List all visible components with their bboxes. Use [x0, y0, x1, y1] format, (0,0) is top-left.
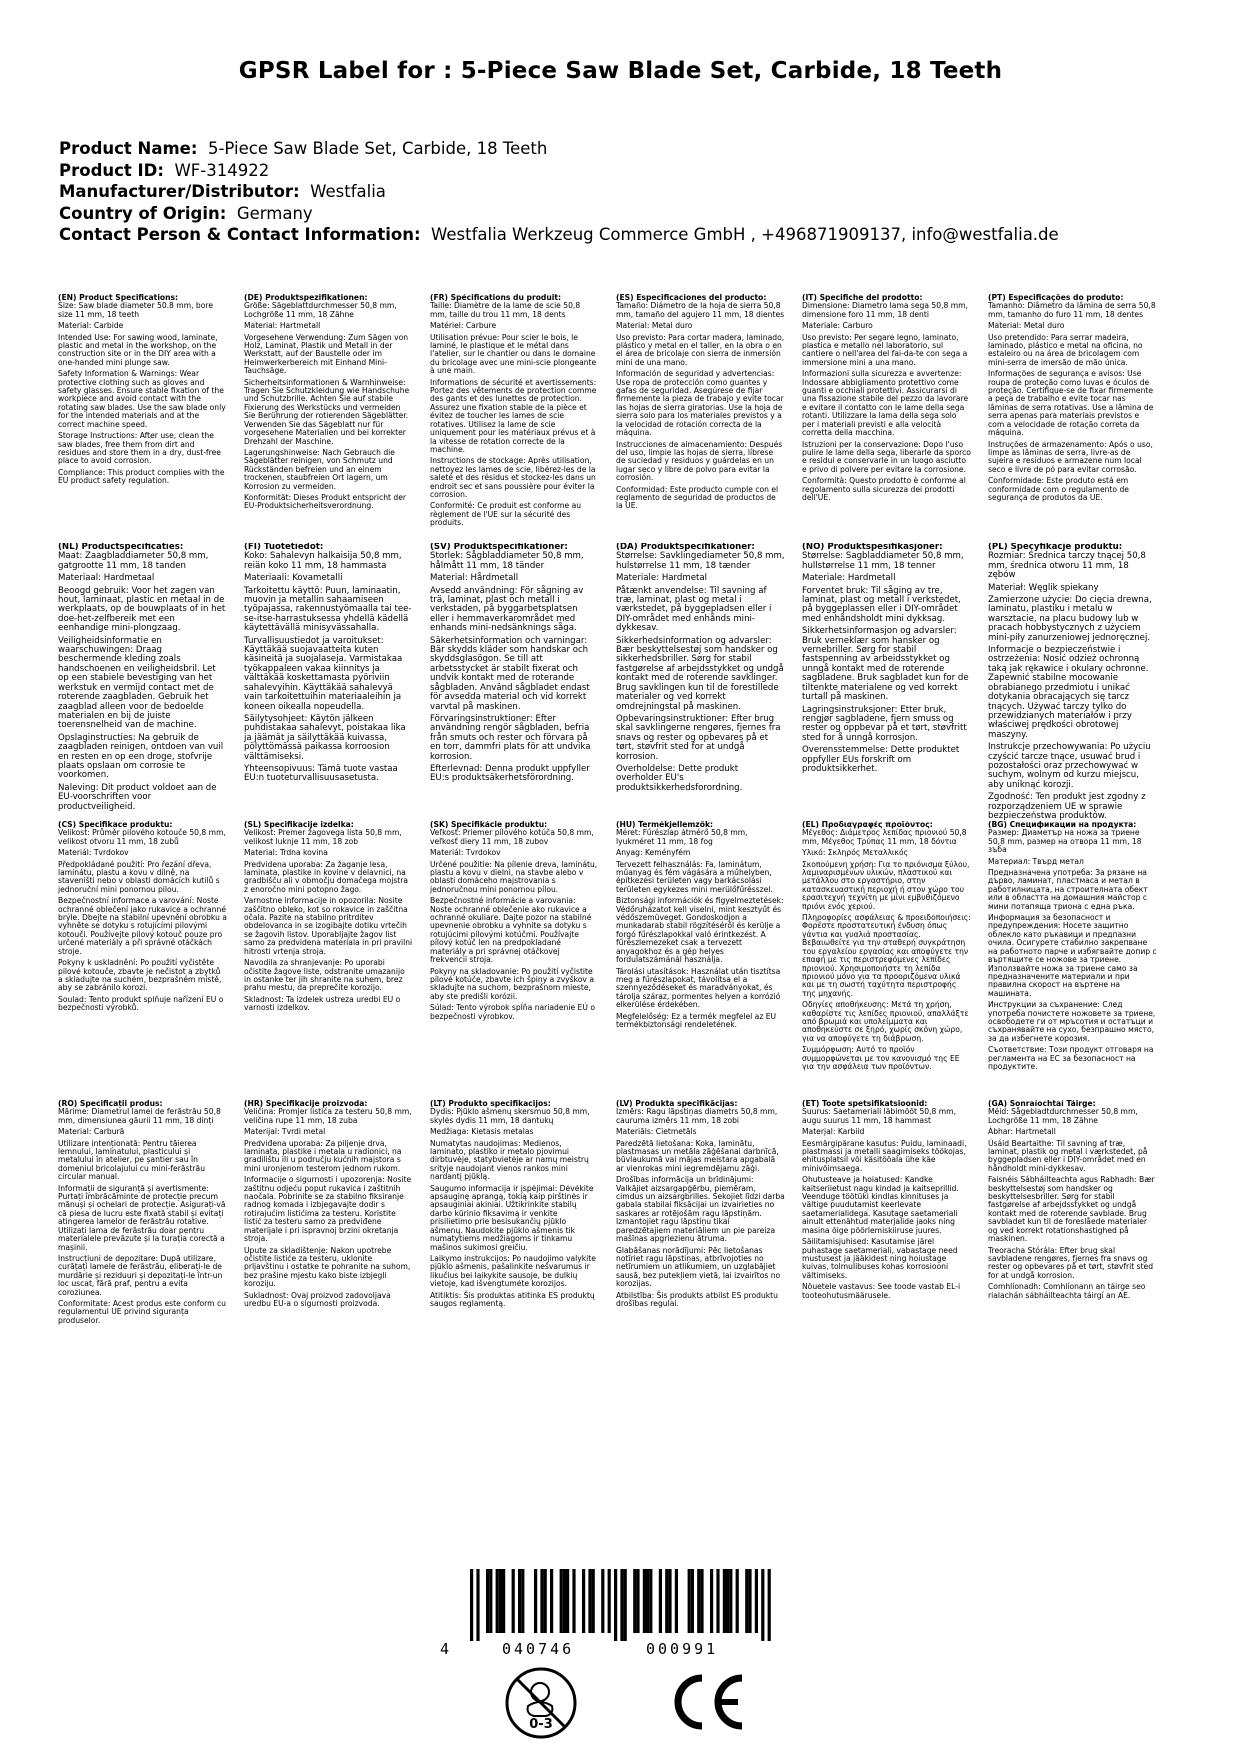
- language-heading: (NO) Produktspesifikasjoner:: [802, 543, 943, 552]
- language-heading: (DA) Produktspecifikationer:: [616, 543, 755, 552]
- ce-mark-icon: [666, 1670, 748, 1734]
- barcode-bar: [544, 1569, 547, 1633]
- barcode-bar: [646, 1569, 649, 1633]
- manufacturer-label: Manufacturer/Distributor:: [59, 182, 300, 201]
- spec-paragraph: Material: Metal duro: [616, 321, 693, 331]
- spec-paragraph: Upute za skladištenje: Nakon upotrebe očistite listiće za testeru, uklonite prljavštinu i ostatke te pohranite na suhom, bez prašine mjestu kako biste izbjegli koroziju.: [244, 1245, 411, 1289]
- barcode-bar: [761, 1569, 764, 1641]
- barcode-bar: [691, 1569, 694, 1633]
- spec-paragraph: Conformidade: Este produto está em conformidade com o regulamento de segurança de produtos da UE.: [988, 476, 1129, 502]
- spec-paragraph: Glabāšanas norādījumi: Pēc lietošanas notīriet ragu lāpstiņas, atbrīvojoties no netīrumiem un atlikumiem, un uzglabājiet sausā, bez putekļiem vietā, lai izvairītos no korozijas.: [616, 1245, 781, 1289]
- spec-paragraph: Biztonsági információk és figyelmeztetések: Védőruházatot kell viselni, mint kesztyűt és védőszemüveget. Gondoskodjon a munkadarab stabil rögzítéséről és kerülje a forgó fűrészlapokkal való érintkezést. A fűrészlemezeket csak a tervezett anyagokhoz és a gép helyes fordulatszámánál használja.: [616, 896, 784, 965]
- language-block: [988, 821, 1157, 1074]
- spec-paragraph: Материал: Твърд метал: [988, 856, 1084, 866]
- barcode-bar: [601, 1569, 604, 1633]
- spec-paragraph: Tervezett felhasználás: Fa, laminátum, műanyag és fém vágására a műhelyben, építkezési területen vagy barkácsolási területen egykezes mini merülőfűrésszel.: [616, 859, 773, 894]
- language-heading: (ES) Especificaciones del producto:: [616, 294, 767, 302]
- spec-paragraph: Efterlevnad: Denna produkt uppfyller EU:s produktsäkerhetsförordning.: [430, 763, 590, 784]
- language-heading: (RO) Specificații produs:: [58, 1100, 163, 1108]
- spec-paragraph: Sicherheitsinformationen & Warnhinweise: Tragen Sie Schutzkleidung wie Handschuhe und Schutzbrille. Achten Sie auf stabile Fixierung des Werkstücks und vermeiden Sie Berührung der rotierenden Sägeblätter. Verwenden Sie das Sägeblatt nur für vorgesehene Materialien und bei korrekter Drehzahl der Maschine.: [244, 377, 410, 446]
- spec-paragraph: Uso pretendido: Para serrar madeira, laminado, plástico e metal na oficina, no estaleiro ou na área de bricolagem com mini-serra de imersão de mão única.: [988, 332, 1143, 367]
- spec-paragraph: Intended Use: For sawing wood, laminate, plastic and metal in the workshop, on the construction site or in the DIY area with a one-handed mini plunge saw.: [58, 332, 218, 367]
- barcode-bar: [659, 1569, 662, 1633]
- spec-paragraph: Zamierzone użycie: Do cięcia drewna, laminatu, plastiku i metalu w warsztacie, na placu budowy lub w pracach hobbystycznych z użyciem mini-piły zanurzeniowej jednoręcznej.: [988, 595, 1152, 643]
- barcode-bar: [688, 1569, 691, 1633]
- spec-paragraph: Méid: Sågebladtdurchmesser 50,8 mm, Lochgröße 11 mm, 18 Zähne: [988, 1107, 1138, 1125]
- spec-paragraph: Vorgesehene Verwendung: Zum Sägen von Holz, Laminat, Plastik und Metall in der Werkstatt, auf der Baustelle oder im Heimwerkerbereich mit Einhand Mini-Tauchsäge.: [244, 332, 409, 376]
- language-heading: (LV) Produkta specifikācijas:: [616, 1100, 738, 1108]
- barcode-digit-left: 4: [440, 1640, 450, 1658]
- spec-paragraph: Predvidena uporaba: Za žaganje lesa, laminata, plastike in kovine v delavnici, na gradbišču ali v območju domačega mojstra z enoročno mini potopno žago.: [244, 859, 409, 894]
- spec-paragraph: Material: Hårdmetall: [430, 573, 519, 584]
- barcode-bar: [745, 1569, 748, 1633]
- language-block: [988, 294, 1157, 531]
- language-heading: (EL) Προδιαγραφές προϊόντος:: [802, 821, 933, 829]
- spec-paragraph: Overholdelse: Dette produkt overholder EU's produktsikkerhedsforordning.: [616, 763, 743, 793]
- ean-barcode: [440, 1569, 800, 1659]
- barcode-bar: [723, 1569, 726, 1633]
- spec-paragraph: Utilisation prévue: Pour scier le bois, le laminé, le plastique et le métal dans l'atelier, sur le chantier ou dans le domaine du bricolage avec une mini-scie plongeante à une main.: [430, 332, 597, 376]
- spec-paragraph: Numatytas naudojimas: Medienos, laminato, plastiko ir metalo pjovimui dirbtuvėje, statybvietėje ar namų meistrų srityje naudojant vienos rankos mini nardantį pjūklą.: [430, 1138, 589, 1182]
- product-id-value: WF-314922: [174, 160, 270, 180]
- spec-paragraph: Varnostne informacije in opozorila: Nosite zaščitno obleko, kot so rokavice in zaščitna očala. Pazite na stabilno pritrditev obdelovanca in se izogibajte dotiku vrtečih se žagovih listov. Uporabljajte žagov list samo za predvidena materiala in pri pravilni hitrosti vrtenja stroja.: [244, 896, 413, 956]
- barcode-bar: [476, 1569, 479, 1641]
- spec-paragraph: Taille: Diamètre de la lame de scie 50,8 mm, taille du trou 11 mm, 18 dents: [430, 301, 581, 319]
- spec-paragraph: Beoogd gebruik: Voor het zagen van hout, laminaat, plastic en metaal in de werkplaats, op de bouwplaats of in het doe-het-zelfbereik met een eenhandige mini-plongzaag.: [58, 585, 226, 634]
- spec-paragraph: Pokyny na skladovanie: Po použití vyčistite pílové kotúče, zbavte ich špiny a zvyškov a skladujte na suchom, bezprašnom mieste, aby ste predišli korózii.: [430, 966, 594, 1001]
- language-block: [616, 294, 785, 531]
- spec-paragraph: Safety Information & Warnings: Wear protective clothing such as gloves and safety glasses. Ensure stable fixation of the workpiece and avoid contact with the rotating saw blades. Use the saw blade only for the intended materials and at the correct machine speed.: [58, 369, 226, 429]
- language-heading: (SL) Specifikacije izdelka:: [244, 821, 354, 829]
- product-id-label: Product ID:: [59, 160, 164, 180]
- language-heading: (PT) Especificações do produto:: [988, 294, 1124, 302]
- spec-paragraph: Materiale: Hardmetall: [802, 573, 896, 584]
- spec-paragraph: Mărime: Diametrul lamei de ferăstrău 50,8 mm, dimensiunea găurii 11 mm, 18 dinți: [58, 1107, 221, 1125]
- product-name-row: [59, 138, 1059, 160]
- spec-paragraph: Veličina: Promjer listića za testeru 50,8 mm, veličina rupe 11 mm, 18 zuba: [244, 1107, 412, 1125]
- barcode-bar: [643, 1569, 646, 1633]
- manufacturer-value: Westfalia: [310, 182, 386, 201]
- spec-paragraph: Storage Instructions: After use, clean the saw blades, free them from dirt and residues and store them in a dry, dust-free place to avoid corrosion.: [58, 431, 221, 466]
- contact-row: [59, 224, 1059, 246]
- spec-paragraph: Určené použitie: Na pílenie dreva, laminátu, plastu a kovu v dielni, na stavbe alebo v oblasti domáceho majstrovania s jednoručnou mini ponornou pílou.: [430, 859, 598, 894]
- product-name-value: 5-Piece Saw Blade Set, Carbide, 18 Teeth: [207, 139, 548, 158]
- barcode-bar: [540, 1569, 543, 1633]
- spec-paragraph: Conformità: Questo prodotto è conforme al regolamento sulla sicurezza dei prodotti dell'UE.: [802, 476, 966, 502]
- spec-paragraph: Skladnost: Ta izdelek ustreza uredbi EU o varnosti izdelkov.: [244, 994, 401, 1013]
- spec-paragraph: Materiaali: Kovametalli: [244, 573, 343, 584]
- spec-paragraph: Größe: Sägeblattdurchmesser 50,8 mm, Lochgröße 11 mm, 18 Zähne: [244, 301, 397, 319]
- spec-paragraph: Velikost: Průměr pilového kotouče 50,8 mm, velikost otvoru 11 mm, 18 zubů: [58, 828, 226, 846]
- spec-paragraph: Velikost: Premer žagovega lista 50,8 mm, velikost luknje 11 mm, 18 zob: [244, 828, 402, 846]
- language-block: [244, 1100, 413, 1328]
- language-heading: (ET) Toote spetsifikatsioonid:: [802, 1100, 928, 1108]
- barcode-bar: [608, 1569, 611, 1633]
- spec-paragraph: Tarkoitettu käyttö: Puun, laminaatin, muovin ja metallin sahaamiseen työpajassa, rakennustyömaalla tai tee-se-itse-harrastuksessa yhdellä kädellä käytettävällä minisyvässahalla.: [244, 585, 412, 634]
- spec-paragraph: Konformität: Dieses Produkt entspricht der EU-Produktsicherheitsverordnung.: [244, 492, 407, 511]
- spec-paragraph: Informazioni sulla sicurezza e avvertenze: Indossare abbigliamento protettivo come guanti e occhiali protettivi. Assicurarsi di una fissazione stabile del pezzo da lavorare e evitare il contatto con le lame della sega rotanti. Utilizzare la lama della sega solo per i materiali previsti e alla velocità corretta della macchina.: [802, 369, 969, 438]
- spec-paragraph: Anyag: Keményfém: [616, 848, 691, 858]
- language-heading: (PL) Specyfikacje produktu:: [988, 543, 1123, 552]
- spec-paragraph: Ábhar: Hartmetall: [988, 1127, 1056, 1137]
- spec-paragraph: Medžiaga: Kietasis metalas: [430, 1127, 534, 1137]
- barcode-bar: [582, 1569, 585, 1633]
- spec-paragraph: Säilitamisjuhised: Kasutamise järel puhastage saetameriali, vabastage need mustusest ja jääkidest ning hoiustage kuivas, tolmulibuses kohas korrosiooni vältimiseks.: [802, 1237, 958, 1280]
- language-row: [58, 543, 1188, 824]
- spec-paragraph: Σκοπούμενη χρήση: Για το πριόνισμα ξύλου, λαμιναρισμένων υλικών, πλαστικού και μετάλλου στο εργαστήριο, στην κατασκευαστική περιοχή ή στον χώρο του ερασιτεχνή τεχνίτη με μίνι εμβυθιζόμενο πριόνι ενός χεριού.: [802, 859, 970, 911]
- barcode-bar: [588, 1569, 591, 1633]
- spec-paragraph: Nõuetele vastavus: See toode vastab EL-i tooteohutusmäärusele.: [802, 1282, 961, 1300]
- barcode-bar: [633, 1569, 636, 1633]
- spec-paragraph: Forventet bruk: Til såging av tre, laminat, plast og metall i verkstedet, på byggeplassen eller i DIY-området med enhåndsholdt mini dykksag.: [802, 585, 961, 624]
- spec-paragraph: Materijal: Tvrdi metal: [244, 1127, 326, 1137]
- spec-paragraph: Veľkosť: Priemer pílového kotúča 50,8 mm, veľkosť diery 11 mm, 18 zubov: [430, 828, 594, 846]
- spec-paragraph: Maat: Zaagbladdiameter 50,8 mm, gatgrootte 11 mm, 18 tanden: [58, 551, 209, 571]
- spec-paragraph: Eesmärgipärane kasutus: Puidu, laminaadi, plastmassi ja metalli saagimiseks töökojas, ehitusplatsil või käsitööala ühe käe minivõimsaega.: [802, 1138, 967, 1173]
- spec-paragraph: Atbilstība: Šis produkts atbilst ES produktu drošības regulai.: [616, 1290, 778, 1308]
- language-heading: (DE) Produktspezifikationen:: [244, 294, 368, 302]
- spec-paragraph: Lagerungshinweise: Nach Gebrauch die Sägeblätter reinigen, von Schmutz und Rückständen befreien und an einem trockenen, staubfreien Ort lagern, um Korrosion zu vermeiden.: [244, 447, 395, 491]
- barcode-bar: [592, 1569, 595, 1633]
- spec-paragraph: Atitiktis: Šis produktas atitinka ES produktų saugos reglamentą.: [430, 1290, 595, 1308]
- language-heading: (SK) Špecifikácie produktu:: [430, 821, 548, 829]
- page-title: GPSR Label for : 5-Piece Saw Blade Set, Carbide, 18 Teeth: [238, 58, 1003, 84]
- spec-paragraph: Οδηγίες αποθήκευσης: Μετά τη χρήση, καθαρίστε τις λεπίδες πριονιού, απαλλάξτε από βρωμιά και υπολείμματα και αποθηκεύστε σε ξηρό, χωρίς σκόνη χώρο, για να αποφύγετε τη διάβρωση.: [802, 1000, 969, 1043]
- product-info: [59, 138, 1059, 246]
- spec-paragraph: Υλικό: Σκληρός Μεταλλικός: [802, 848, 909, 858]
- spec-paragraph: Pokyny k uskladnění: Po použití vyčistěte pilové kotouče, zbavte je nečistot a zbytků a skladujte na suchém, bezprašném místě, aby se zabránilo korozi.: [58, 958, 222, 993]
- spec-paragraph: Materiāls: Cietmetāls: [616, 1127, 697, 1137]
- language-heading: (SV) Produktspecifikationer:: [430, 543, 568, 552]
- spec-paragraph: Størrelse: Savklingediameter 50,8 mm, hulstørrelse 11 mm, 18 tænder: [616, 551, 785, 571]
- barcode-bar: [726, 1569, 729, 1633]
- barcode-bar: [486, 1569, 489, 1633]
- spec-paragraph: Bezpečnostné informácie a varovania: Noste ochranné oblečenie ako rukavice a ochranné okuliare. Dajte pozor na stabilné upevnenie obrobku a vyhnite sa dotyku s rotujúcimi pílovými kotúčmi. Používajte pílový kotúč len na predpokladané materiály a pri správnej otáčkovej frekvencii stroja.: [430, 896, 592, 965]
- barcode-group-2: 000991: [646, 1640, 719, 1658]
- spec-paragraph: Zgodność: Ten produkt jest zgodny z rozporządzeniem UE w sprawie bezpieczeństwa produktów.: [988, 792, 1146, 821]
- barcode-group-1: 040746: [502, 1640, 575, 1658]
- spec-paragraph: Treoracha Stórála: Efter brug skal savbladene rengøres, fjernes fra snavs og rester og opbevares på et tørt, støvfrit sted for at undgå korrosion.: [988, 1245, 1154, 1280]
- language-heading: (LT) Produkto specifikacijos:: [430, 1100, 551, 1108]
- barcode-bar: [649, 1569, 652, 1633]
- spec-paragraph: Materiał: Węglik spiekany: [988, 582, 1099, 593]
- spec-paragraph: Veiligheidsinformatie en waarschuwingen: Draag beschermende kleding zoals handschoenen en veiligheidsbril. Let op een stabiele bevestiging van het werkstuk en vermijd contact met de roterende zaagbladen. Gebruik het zaagblad alleen voor de bedoelde materialen en bij de juiste toerensnelheid van de machine.: [58, 635, 216, 731]
- spec-paragraph: Dimensione: Diametro lama sega 50,8 mm, dimensione foro 11 mm, 18 denti: [802, 301, 968, 319]
- spec-paragraph: Koko: Sahalevyn halkaisija 50,8 mm, reiän koko 11 mm, 18 hammasta: [244, 551, 402, 571]
- spec-paragraph: Tamaño: Diámetro de la hoja de sierra 50,8 mm, tamaño del agujero 11 mm, 18 dientes: [616, 301, 785, 319]
- barcode-bar: [700, 1569, 703, 1633]
- barcode-bar: [489, 1569, 492, 1633]
- language-block: [244, 294, 413, 531]
- spec-paragraph: Instruções de armazenamento: Após o uso, limpe as lâminas de serra, livre-as de sujeira e resíduos e armazene num local seco e livre de pó para evitar corrosão.: [988, 439, 1153, 474]
- spec-paragraph: Megfelelőség: Ez a termék megfelel az EU termékbiztonsági rendeletének.: [616, 1011, 777, 1029]
- language-block: [58, 294, 227, 531]
- product-name-label: Product Name:: [59, 139, 198, 158]
- language-heading: (NL) Productspecificaties:: [58, 543, 184, 552]
- spec-paragraph: Navodila za shranjevanje: Po uporabi očistite žagove liste, odstranite umazanijo in ostanke ter jih shranite na suhem, brez prahu mestu, da preprečite korozijo.: [244, 958, 405, 993]
- barcode-bar: [736, 1569, 739, 1633]
- spec-paragraph: Размер: Диаметър на ножа за триене 50,8 mm, размер на отвора 11 mm, 18 зъба: [988, 828, 1142, 855]
- language-heading: (CS) Specifikace produktu:: [58, 821, 173, 829]
- barcode-bar: [512, 1569, 515, 1633]
- spec-paragraph: Materiale: Carburo: [802, 321, 873, 331]
- origin-value: Germany: [236, 203, 313, 223]
- spec-paragraph: Инструкции за съхранение: След употреба почистете ножовете за триене, освободете ги от мръсотия и остатъци и съхранявайте на сухо, безпрашно място, за да избегнете корозия.: [988, 1000, 1156, 1043]
- spec-paragraph: Paredzētā lietošana: Koka, laminātu, plastmasas un metāla zāģēšanai darbnīcā, būvlaukumā vai mājas meistara apgabalā ar vienrokas mini iegremdējamu zāģi.: [616, 1138, 779, 1173]
- barcode-bar: [624, 1569, 627, 1641]
- contact-value: Westfalia Werkzeug Commerce GmbH , +496871909137, info@westfalia.de: [431, 225, 1059, 244]
- spec-paragraph: Suurus: Saetameriali läbimõõt 50,8 mm, augu suurus 11 mm, 18 hammast: [802, 1107, 956, 1125]
- language-heading: (FR) Spécifications du produit:: [430, 294, 562, 302]
- spec-paragraph: Instrucciones de almacenamiento: Después del uso, limpie las hojas de sierra, líbrese de suciedad y residuos y guárdelas en un lugar seco y libre de polvo para evitar la corrosión.: [616, 439, 783, 483]
- origin-label: Country of Origin:: [59, 203, 227, 223]
- spec-paragraph: Saugumo informacija ir įspėjimai: Dėvėkite apsauginę aprangą, tokią kaip pirštinės ir apsauginiai akiniai. Užtikrinkite stabilų darbo kūrinio fiksavimą ir venkite prisilietimo prie besisukančių pjūklo ašmenų. Naudokite pjūklo ašmenis tik numatytiems medžiagoms ir tinkamu mašinos sukimosi greičiu.: [430, 1183, 594, 1252]
- language-heading: (FI) Tuotetiedot:: [244, 543, 324, 552]
- spec-paragraph: Ohutusteave ja hoiatused: Kandke kaitseriietust nagu kindad ja kaitseprillid. Veenduge töötüki kindlas kinnituses ja vältige puudutamist keerlevate saetamerialidega. Kasutage saetameriali ainult ettenähtud materjalide jaoks ning masina õige pöörlemiskiiruse juures.: [802, 1175, 959, 1235]
- language-block: [616, 821, 785, 1074]
- contact-label: Contact Person & Contact Information:: [59, 225, 421, 244]
- spec-paragraph: Uso previsto: Para cortar madera, laminado, plástico y metal en el taller, en la obra o en el área de bricolaje con sierra de inmersión mini de una mano.: [616, 332, 785, 367]
- language-row: [58, 294, 1188, 531]
- spec-paragraph: Μέγεθος: Διάμετρος λεπίδας πριονιού 50,8 mm, Μέγεθος Τρύπας 11 mm, 18 δόντια: [802, 828, 967, 846]
- spec-paragraph: Sukladnost: Ovaj proizvod zadovoljava uredbu EU-a o sigurnosti proizvoda.: [244, 1290, 391, 1308]
- spec-paragraph: Størrelse: Sagbladdiameter 50,8 mm, hullstørrelse 11 mm, 18 tenner: [802, 551, 964, 571]
- barcode-bar: [755, 1569, 758, 1633]
- spec-paragraph: Πληροφορίες ασφάλειας & προειδοποιήσεις: Φορέστε προστατευτική ένδυση όπως γάντια και γυαλιά προστασίας. Βεβαιωθείτε για την σταθερή συγκράτηση του εργαλείου εργασίας και αποφύγετε την επαφή με τις περιστρεφόμενες λεπίδες πριονιού. Χρησιμοποιήστε τη λεπίδα πριονιού μόνο για τα προοριζόμενα υλικά και με τη σωστή ταχύτητα περιστροφής της μηχανής.: [802, 913, 971, 998]
- barcode-bar: [563, 1569, 566, 1633]
- spec-paragraph: Material: Hartmetall: [244, 321, 321, 331]
- language-row: [58, 821, 1188, 1074]
- language-row: [58, 1100, 1188, 1328]
- barcode-bar: [566, 1569, 569, 1633]
- barcode-bar: [560, 1569, 563, 1633]
- spec-paragraph: Izmērs: Ragu lāpstiņas diametrs 50,8 mm, cauruma izmērs 11 mm, 18 zobi: [616, 1107, 778, 1125]
- language-block: [988, 1100, 1157, 1328]
- spec-paragraph: Rozmiar: Średnica tarczy tnącej 50,8 mm, średnica otworu 11 mm, 18 zębów: [988, 551, 1146, 581]
- spec-paragraph: Uso previsto: Per segare legno, laminato, plastica e metallo nel laboratorio, sul cantiere o nell'area del fai-da-te con sega a immersione mini a una mano.: [802, 332, 968, 367]
- spec-paragraph: Méret: Fűrészlap átmérő 50,8 mm, lyukméret 11 mm, 18 fog: [616, 828, 748, 846]
- spec-paragraph: Opbevaringsinstruktioner: Efter brug skal savklingerne rengøres, fjernes fra snavs og rester og opbevares på et tørt, støvfrit sted for at undgå korrosion.: [616, 713, 781, 762]
- spec-paragraph: Materiaal: Hardmetaal: [58, 573, 155, 584]
- spec-paragraph: Instrucțiuni de depozitare: După utilizare, curățați lamele de ferăstrău, eliberați-le de murdărie și reziduuri și depozitați-le într-un loc uscat, fără praf, pentru a evita coroziunea.: [58, 1253, 223, 1297]
- barcode-bar: [550, 1569, 553, 1633]
- spec-paragraph: Informações de segurança e avisos: Use roupa de proteção como luvas e óculos de proteção. Certifique-se de fixar firmemente a peça de trabalho e evite tocar nas lâminas de serra rotativas. Use a lâmina de serra apenas para materiais previstos e com a velocidade de rotação correta da máquina.: [988, 369, 1154, 438]
- spec-paragraph: Tárolási utasítások: Használat után tisztítsa meg a fűrészlapokat, távolítsa el a szennyeződéseket és maradványokat, és tárolja száraz, pormentes helyen a korrózió elkerülése érdekében.: [616, 966, 781, 1010]
- barcode-bar: [675, 1569, 678, 1633]
- barcode-bar: [729, 1569, 732, 1633]
- language-block: [244, 821, 413, 1074]
- spec-paragraph: Informacije o sigurnosti i upozorenja: Nosite zaštitnu odjeću poput rukavica i zaštitnih naočala. Pobrinite se za stabilno fiksiranje radnog komada i izbjegavajte dodir s rotirajućim listićima za testeru. Koristite listić za testeru samo za predviđene materijale i pri ispravnoj brzini okretanja stroja.: [244, 1175, 412, 1244]
- spec-paragraph: Súlad: Tento výrobok spĺňa nariadenie EÚ o bezpečnosti výrobkov.: [430, 1003, 595, 1021]
- barcode-bar: [518, 1569, 521, 1633]
- spec-paragraph: Faisnéis Sábháilteachta agus Rabhadh: Bær beskyttelsestøj som handsker og beskyttelsesbriller. Sørg for stabil fastgørelse af arbejdsstykket og undgå kontakt med de roterende savblade. Brug savbladet kun til de foreslåede materialer og ved korrekt rotationshastighed på maskinen.: [988, 1175, 1155, 1244]
- spec-paragraph: Conformitate: Acest produs este conform cu regulamentul UE privind siguranța produselor.: [58, 1298, 226, 1325]
- spec-paragraph: Materiál: Tvrdokov: [430, 848, 501, 858]
- spec-paragraph: Съответствие: Този продукт отговаря на регламента на ЕС за безопасност на продуктите.: [988, 1045, 1154, 1071]
- language-heading: (IT) Specifiche del prodotto:: [802, 294, 923, 302]
- language-block: [802, 294, 971, 531]
- spec-paragraph: Predviđena uporaba: Za piljenje drva, laminata, plastike i metala u radionici, na gradilištu ili u području kućnih majstora s mini uronjenom testerom jednom rukom.: [244, 1138, 402, 1173]
- spec-paragraph: Påtænkt anvendelse: Til savning af træ, laminat, plast og metal i værkstedet, på byggepladsen eller i DIY-området med enhånds mini-dykkesav.: [616, 585, 772, 634]
- language-block: [58, 543, 227, 824]
- spec-paragraph: Material: Carbură: [58, 1127, 125, 1137]
- not-for-children-0-3-icon: [504, 1666, 578, 1740]
- barcode-bar: [665, 1569, 668, 1633]
- spec-paragraph: Tamanho: Diâmetro da lâmina de serra 50,8 mm, tamanho do furo 11 mm, 18 dentes: [988, 301, 1156, 319]
- spec-paragraph: Säilytysohjeet: Käytön jälkeen puhdistakaa sahalevyt, poistakaa lika ja jäämät ja säilyttäkää kuivassa, pölyttömässä paikassa korroosion välttämiseksi.: [244, 713, 406, 762]
- language-block: [988, 543, 1157, 824]
- barcode-bar: [470, 1569, 473, 1641]
- spec-paragraph: Säkerhetsinformation och varningar: Bär skydds kläder som handskar och skyddsglasögon. Se till att arbetsstycket är stabilt fixerat och undvik kontakt med de roterande sågbladen. Använd sågbladet endast för avsedda material och vid korrekt varvtal på maskinen.: [430, 635, 590, 712]
- barcode-bar: [697, 1569, 700, 1633]
- spec-paragraph: Comhlíonadh: Comhlíonann an táirge seo rialachán sábháilteachta táirgí an AE.: [988, 1282, 1146, 1300]
- spec-paragraph: Conformité: Ce produit est conforme au règlement de l'UE sur la sécurité des produits.: [430, 501, 582, 528]
- spec-paragraph: Sikkerhetsinformasjon og advarsler: Bruk verneklær som hansker og vernebriller. Sørg for stabil fastspenning av arbeidsstykket og unngå kontakt med de roterende sagbladene. Bruk sagbladet kun for de tiltenkte materialene og ved korrekt turtall på maskinen.: [802, 626, 969, 703]
- manufacturer-row: [59, 181, 1059, 203]
- spec-paragraph: Yhteensopivuus: Tämä tuote vastaa EU:n tuoteturvallisuusasetusta.: [244, 763, 398, 784]
- spec-paragraph: Förvaringsinstruktioner: Efter användning rengör sågbladen, befria från smuts och rester och förvara på en torr, dammfri plats för att undvika korrosion.: [430, 713, 591, 762]
- barcode-bar: [496, 1569, 499, 1633]
- spec-paragraph: Předpokládané použití: Pro řezání dřeva, laminátu, plastu a kovu v dílně, na staveništi nebo v oblasti domácích kutilů s jednoruční mini ponornou pilou.: [58, 859, 220, 894]
- spec-paragraph: Matériel: Carbure: [430, 321, 497, 331]
- spec-paragraph: Storlek: Sågbladdiameter 50,8 mm, hålmått 11 mm, 18 tänder: [430, 551, 584, 571]
- language-block: [244, 543, 413, 824]
- language-block: [430, 1100, 599, 1328]
- spec-paragraph: Size: Saw blade diameter 50.8 mm, bore size 11 mm, 18 teeth: [58, 301, 214, 319]
- language-block: [616, 543, 785, 824]
- product-id-row: [59, 160, 1059, 182]
- spec-paragraph: Συμμόρφωση: Αυτό το προϊόν συμμορφώνεται με τον κανονισμό της ΕΕ για την ασφάλεια των προϊόντων.: [802, 1045, 960, 1071]
- barcode-bar: [614, 1569, 617, 1641]
- spec-paragraph: Bezpečnostní informace a varování: Noste ochranné oblečení jako rukavice a ochranné brýle. Dbejte na stabilní upevnění obrobku a vyhněte se dotyku s rotujícími pilovými kotouči. Používejte pilový kotouč pouze pro určené materiály a při správné otáčkách stroje.: [58, 896, 227, 956]
- spec-paragraph: Materiál: Tvrdokov: [58, 848, 129, 858]
- spec-paragraph: Instrukcje przechowywania: Po użyciu czyścić tarcze tnące, usuwać brud i pozostałości oraz przechowywać w suchym, wolnym od kurzu miejscu, aby uniknąć korozji.: [988, 742, 1151, 790]
- spec-paragraph: Turvallisuustiedot ja varoitukset: Käyttäkää suojavaatteita kuten käsineitä ja suojalaseja. Varmistakaa työkappaleen vakaa kiinnitys ja välttäkää koskettamasta pyöriviin sahalevyihin. Käyttäkää sahalevyä vain tarkoitettuihin materiaaleihin ja koneen oikealla nopeudella.: [244, 635, 403, 712]
- spec-paragraph: Utilizare intenționată: Pentru tăierea lemnului, laminatului, plasticului și metalului în atelier, pe șantier sau în domeniul bricolajului cu mini-ferăstrău circular manual.: [58, 1138, 206, 1182]
- barcode-bar: [748, 1569, 751, 1633]
- language-heading: (BG) Спецификации на продукта:: [988, 821, 1137, 829]
- language-block: [430, 543, 599, 824]
- barcode-bar: [521, 1569, 524, 1633]
- spec-paragraph: Material: Carbide: [58, 321, 124, 331]
- spec-paragraph: Предназначена употреба: За рязане на дърво, ламинат, пластмаса и метал в работилницата, на строителната обект или в областта на домашния майстор с мини потапяща триона с една ръка.: [988, 868, 1148, 911]
- spec-paragraph: Materiale: Hardmetal: [616, 573, 708, 584]
- barcode-bars: [440, 1569, 800, 1641]
- barcode-bar: [502, 1569, 505, 1633]
- language-heading: (GA) Sonraíochtaí Táirge:: [988, 1100, 1096, 1108]
- spec-paragraph: Overensstemmelse: Dette produktet oppfyller EUs forskrift om produktsikkerhet.: [802, 745, 960, 774]
- language-block: [430, 821, 599, 1074]
- spec-paragraph: Avsedd användning: För sågning av trä, laminat, plast och metall i verkstaden, på byggarbetsplatsen eller i hemmaverkarområdet med enhands mini-nedsänknings såga.: [430, 585, 584, 634]
- language-heading: (EN) Product Specifications:: [58, 294, 179, 302]
- barcode-bar: [716, 1569, 719, 1633]
- language-block: [58, 821, 227, 1074]
- spec-paragraph: Material: Metal duro: [988, 321, 1065, 331]
- spec-paragraph: Laikymo instrukcijos: Po naudojimo valykite pjūklo ašmenis, pašalinkite nešvarumus ir likučius bei laikykite sausoje, be dulkių vietoje, kad išvengtumėte korozijos.: [430, 1253, 596, 1289]
- spec-paragraph: Soulad: Tento produkt splňuje nařízení EU o bezpečnosti výrobků.: [58, 994, 224, 1013]
- spec-paragraph: Material: Trdna kovina: [244, 848, 328, 858]
- spec-paragraph: Lagringsinstruksjoner: Etter bruk, rengjør sagbladene, fjern smuss og rester og oppbevar på et tørt, støvfritt sted for å unngå korrosjon.: [802, 704, 967, 743]
- spec-paragraph: Úsáid Beartaithe: Til savning af træ, laminat, plastik og metal i værkstedet, på byggepladsen eller i DIY-området med en håndholdt mini-dykkesav.: [988, 1138, 1148, 1173]
- spec-paragraph: Informations de sécurité et avertissements: Portez des vêtements de protection comme des gants et des lunettes de protection. Assurez une fixation stable de la pièce et évitez de toucher les lames de scie rotatives. Utilisez la lame de scie uniquement pour les matériaux prévus et à la vitesse de rotation correcte de la machine.: [430, 377, 597, 454]
- spec-paragraph: Informații de siguranță și avertismente: Purtați îmbrăcăminte de protecție precum mănuși și ochelari de protecție. Asigurați-vă că piesa de lucru este fixată stabil și evitați atingerea lamelor de ferăstrău rotative. Utilizați lama de ferăstrău doar pentru materialele prevăzute și la turația corectă a mașinii.: [58, 1183, 226, 1252]
- origin-row: [59, 203, 1059, 225]
- barcode-bar: [710, 1569, 713, 1633]
- barcode-bar: [620, 1569, 623, 1641]
- spec-paragraph: Informacje o bezpieczeństwie i ostrzeżenia: Nosić odzież ochronną taką jak rękawice i okulary ochronne. Zapewnić stabilne mocowanie obrabianego przedmiotu i unikać dotykania obracających się tarcz tnących. Używać tarczy tylko do przewidzianych materiałów i przy właściwej prędkości obrotowej maszyny.: [988, 645, 1149, 740]
- language-block: [616, 1100, 785, 1328]
- spec-paragraph: Opslaginstructies: Na gebruik de zaagbladen reinigen, ontdoen van vuil en resten en op een droge, stofvrije plaats opslaan om corrosie te voorkomen.: [58, 732, 224, 781]
- spec-paragraph: Sikkerhedsinformation og advarsler: Bær beskyttelsestøj som handsker og sikkerhedsbriller. Sørg for stabil fastgørelse af arbejdsstykket og undgå kontakt med de roterende savklinger. Brug savklingen kun til de forestillede materialer og ved korrekt omdrejningstal på maskinen.: [616, 635, 784, 712]
- spec-paragraph: Conformidad: Este producto cumple con el reglamento de seguridad de productos de la UE.: [616, 484, 779, 511]
- svg-text:0-3: 0-3: [529, 1717, 553, 1732]
- language-block: [802, 1100, 971, 1328]
- spec-paragraph: Istruzioni per la conservazione: Dopo l'uso pulire le lame della sega, liberarle da sporco e residui e conservarle in un luogo asciutto e privo di polvere per evitare la corrosione.: [802, 439, 971, 474]
- language-block: [802, 543, 971, 824]
- spec-paragraph: Информация за безопасност и предупреждения: Носете защитно облекло като ръкавици и предпазни очила. Осигурете стабилно закрепване на работното парче и избягвайте допир с въртящите се ножове за триене. Използвайте ножа за триене само за предназначените материали и при правилна скорост на въртене на машината.: [988, 913, 1157, 998]
- language-block: [430, 294, 599, 531]
- barcode-bar: [668, 1569, 671, 1633]
- barcode-bar: [572, 1569, 575, 1633]
- language-block: [802, 821, 971, 1074]
- spec-paragraph: Compliance: This product complies with the EU product safety regulation.: [58, 467, 225, 486]
- spec-paragraph: Materjal: Karbiid: [802, 1127, 865, 1137]
- spec-paragraph: Drošības informācija un brīdinājumi: Valkājiet aizsargapģērbu, piemēram, cimdus un aizsargbrilles. Sekojiet līdzi darba gabala stabilai fiksācijai un izvairieties no saskares ar rotējošām ragu lāpstiņām. Izmantojiet ragu lāpstiņu tikai paredzētajiem materiāliem un pie pareiza mašīnas apgriezienu ātruma.: [616, 1175, 785, 1244]
- spec-paragraph: Información de seguridad y advertencias: Use ropa de protección como guantes y gafas de seguridad. Asegúrese de fijar firmemente la pieza de trabajo y evite tocar las hojas de sierra giratorias. Use la hoja de sierra solo para los materiales previstos y a la velocidad de rotación correcta de la máquina.: [616, 369, 784, 438]
- language-heading: (HU) Termékjellemzők:: [616, 821, 714, 829]
- barcode-bar: [499, 1569, 502, 1633]
- spec-paragraph: Dydis: Pjūklo ašmenų skersmuo 50,8 mm, skylės dydis 11 mm, 18 dantukų: [430, 1107, 590, 1125]
- barcode-bar: [636, 1569, 639, 1633]
- spec-paragraph: Instructions de stockage: Après utilisation, nettoyez les lames de scie, libérez-les de la saleté et des résidus et stockez-les dans un endroit sec et sans poussière pour éviter la corrosion.: [430, 456, 596, 499]
- language-block: [58, 1100, 227, 1328]
- spec-paragraph: Naleving: Dit product voldoet aan de EU-voorschriften voor productveiligheid.: [58, 782, 217, 812]
- language-heading: (HR) Specifikacije proizvoda:: [244, 1100, 368, 1108]
- barcode-bar: [768, 1569, 771, 1641]
- barcode-bar: [534, 1569, 537, 1633]
